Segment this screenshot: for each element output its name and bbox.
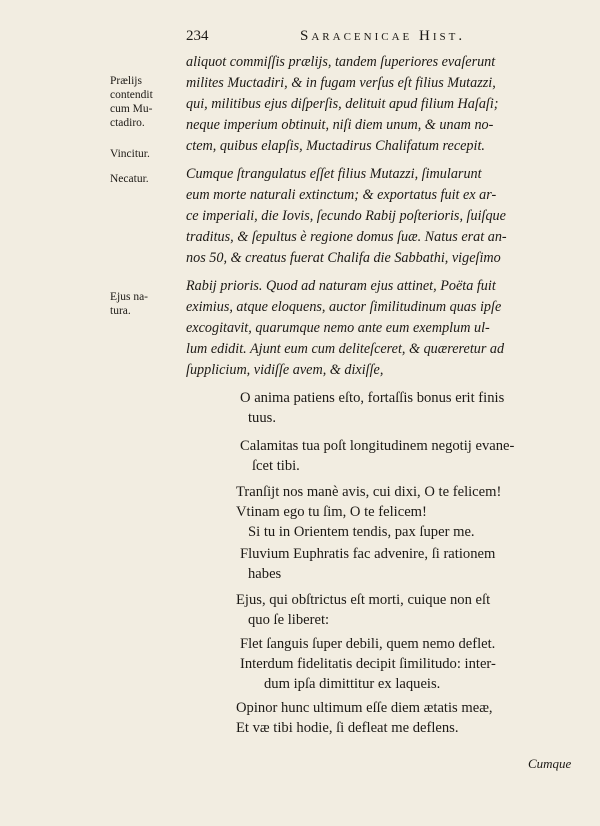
page-number: 234 [186,28,209,44]
prose-line: ctem, quibus elapſis, Muctadirus Chalifatum recepit. [186,138,485,154]
prose-line: Cumque ſtrangulatus eſſet filius Mutazzi, ſimularunt [186,166,482,182]
verse-line: Opinor hunc ultimum eſſe diem ætatis meæ, [236,700,493,716]
prose-line: traditus, & ſepultus è regione domus ſuæ. Natus erat an- [186,229,507,245]
margin-note-line: Necatur. [110,173,149,185]
margin-note-line: ctadiro. [110,117,145,129]
margin-note-line: Vincitur. [110,148,150,160]
verse-line: dum ipſa dimittitur ex laqueis. [264,676,441,692]
prose-line: eximius, atque eloquens, auctor ſimilitudinum quas ipſe [186,299,502,315]
margin-note-necatur [110,172,182,186]
verse-line: ſcet tibi. [252,458,300,474]
verse-line: tuus. [248,410,276,426]
verse-line: Fluvium Euphratis fac advenire, ſi rationem [240,546,496,562]
prose-line: qui, militibus ejus diſperſis, delituit apud filium Haſaſi; [186,96,499,112]
margin-note-line: Prælijs [110,75,142,87]
verse-line: Et væ tibi hodie, ſi defleat me deflens. [236,720,459,736]
margin-note-praeliis [110,74,182,130]
verse-line: Ejus, qui obſtrictus eſt morti, cuique non eſt [236,592,491,608]
verse-line: habes [248,566,282,582]
margin-note-line: contendit [110,89,153,101]
prose-line: ſupplicium, vidiſſe avem, & dixiſſe, [186,362,384,378]
prose-line: neque imperium obtinuit, niſi diem unum, & unam no- [186,117,494,133]
prose-line: excogitavit, quarumque nemo ante eum exemplum ul- [186,320,490,336]
verse-line: Si tu in Orientem tendis, pax ſuper me. [248,524,475,540]
prose-line: nos 50, & creatus fuerat Chalifa die Sabbathi, vigeſimo [186,250,501,266]
verse-line: quo ſe liberet: [248,612,330,628]
catchword: Cumque [528,756,572,771]
verse-line: Calamitas tua poſt longitudinem negotij evane- [240,438,515,454]
verse-line: Vtinam ego tu ſim, O te felicem! [236,504,427,520]
verse-line: Interdum fidelitatis decipit ſimilitudo: inter- [240,656,496,672]
margin-note-line: Ejus na- [110,291,149,303]
margin-note-line: cum Mu- [110,103,153,115]
page-header [0,28,600,48]
running-head: Saracenicae Hist. [300,28,466,44]
margin-note-line: tura. [110,305,131,317]
prose-line: ce imperiali, die Iovis, ſecundo Rabij poſterioris, ſuiſque [186,208,506,224]
prose-line: milites Muctadiri, & in fugam verſus eſt filius Mutazzi, [186,75,496,91]
prose-line: aliquot commiſſis prælijs, tandem ſuperiores evaſerunt [186,54,496,70]
prose-line: lum edidit. Ajunt eum cum deliteſceret, & quæreretur ad [186,341,505,357]
prose-line: eum morte naturali extinctum; & exportatus fuit ex ar- [186,187,497,203]
margin-note-natura [110,290,182,318]
margin-note-vincitur [110,147,182,161]
prose-line: Rabij prioris. Quod ad naturam ejus attinet, Poëta fuit [186,278,496,294]
verse-line: Tranſijt nos manè avis, cui dixi, O te felicem! [236,484,502,500]
verse-line: Flet ſanguis ſuper debili, quem nemo deflet. [240,636,496,652]
verse-line: O anima patiens eſto, fortaſſis bonus erit finis [240,390,505,406]
